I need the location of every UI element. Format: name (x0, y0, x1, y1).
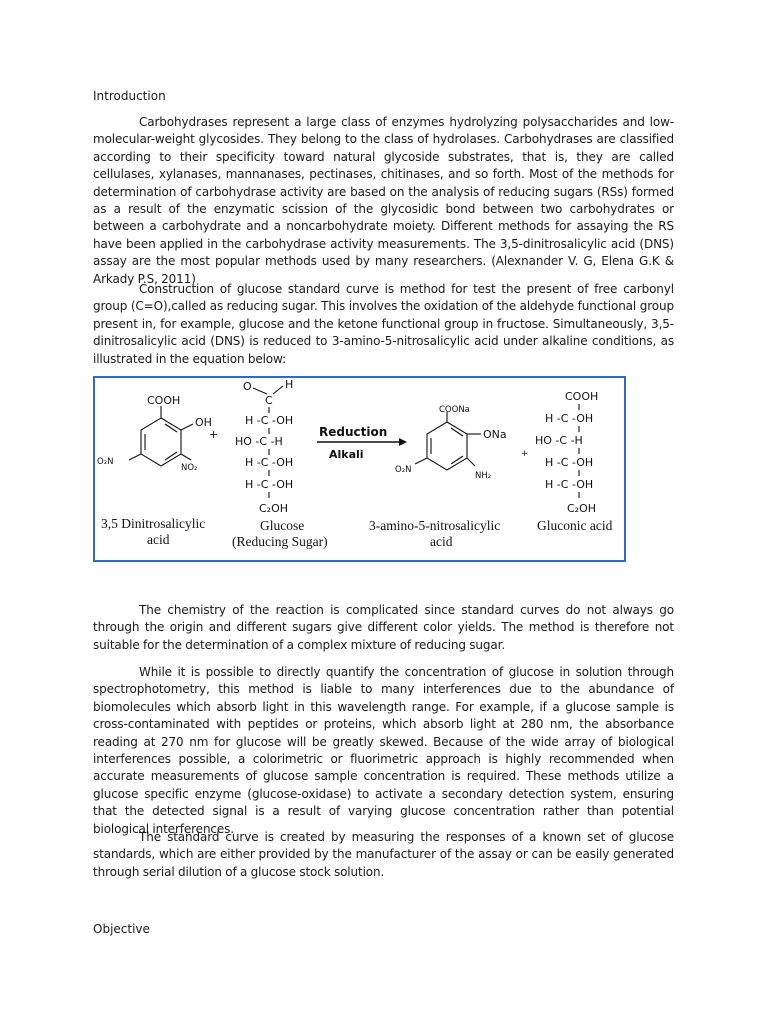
gluconic-acid-structure (535, 390, 613, 533)
dns-oh-label: OH (195, 416, 212, 429)
paragraph-glucose-standard-curve: Construction of glucose standard curve is method for test the present of free carbonyl group (C=O),called as reducing sugar. This involves the oxidation of the aldehyde functional group present in, for example, glucose and the ketone functional group in fructose. Simultaneously, 3,5-dinitrosalicylic acid (DNS) is reduced to 3-amino-5-nitrosalicylic acid under alkaline conditions, as illustrated in the equation below: (93, 282, 674, 366)
amino-caption-line2: acid (430, 534, 453, 549)
glucose-caption-line1: Glucose (260, 518, 305, 533)
paragraph-reaction-chemistry: The chemistry of the reaction is complicated since standard curves do not always go through the origin and different sugars give different color yields. The method is therefore not suitable for the determination of a complex mixture of reducing sugar. (93, 603, 674, 652)
amino-coona-label: COONa (439, 405, 470, 415)
plus-sign-2: + (521, 449, 529, 459)
dns-no2-label: NO₂ (181, 463, 198, 473)
dns-cooh-label: COOH (147, 394, 181, 407)
alkali-label: Alkali (329, 448, 364, 461)
reaction-arrow (317, 425, 407, 461)
plus-sign-1: + (209, 428, 219, 441)
amino-nh2-label: NH₂ (475, 471, 492, 481)
introduction-heading: Introduction (93, 89, 166, 103)
dns-caption-line2: acid (147, 532, 170, 547)
gluconic-row-2: HO -C -H (535, 434, 583, 447)
paragraph-standard-curve: The standard curve is created by measuring the responses of a known set of glucose standards, which are either provided by the manufacturer of the assay or can be easily generated through serial dilution of a glucose stock solution. (93, 830, 674, 879)
paragraph-spectrophotometry: While it is possible to directly quantify the concentration of glucose in solution through spectrophotometry, this method is liable to many interferences due to the abundance of biomolecules which absorb light in this wavelength range. For example, if a glucose sample is cross-contaminated with peptides or proteins, which absorb light at 280 nm, the absorbance reading at 270 nm for glucose will be greatly skewed. Because of the wide array of biological interferences possible, a colorimetric or fluorimetric approach is highly recommended when accurate measurements of glucose sample concentration is required. These methods utilize a glucose specific enzyme (glucose-oxidase) to activate a secondary detection system, ensuring that the detected signal is a result of varying glucose concentration rather than potential biological interferences. (93, 665, 674, 836)
reaction-equation-diagram (95, 378, 624, 560)
gluconic-row-4: H -C -OH (545, 478, 594, 491)
glucose-o-label: O (243, 380, 252, 393)
gluconic-row-5: C₂OH (567, 502, 597, 515)
glucose-row-2: HO -C -H (235, 435, 283, 448)
glucose-row-3: H -C -OH (245, 456, 294, 469)
paragraph-carbohydrases: Carbohydrases represent a large class of enzymes hydrolyzing polysaccharides and low-molecular-weight glycosides. They belong to the class of hydrolases. Carbohydrases are classified according to their specificity toward natural glycoside substrates, that is, they are called cellulases, xylanases, mannanases, pectinases, chitinases, and so forth. Most of the methods for determination of carbohydrase activity are based on the analysis of reducing sugars (RSs) formed as a result of the enzymatic scission of the glycosidic bond between two carbohydrates or between a carbohydrate and a noncarbohydrate moiety. Different methods for assaying the RS have been applied in the carbohydrase activity measurements. The 3,5-dinitrosalicylic acid (DNS) assay are the most popular methods used by many researchers. (Alexnander V. G, Elena G.K & Arkady P.S, 2011) (93, 115, 674, 286)
glucose-h-label: H (285, 378, 294, 391)
reduction-label: Reduction (319, 425, 388, 439)
dns-reaction-figure (93, 376, 626, 562)
gluconic-cooh-label: COOH (565, 390, 599, 403)
dns-structure (97, 394, 212, 547)
amino-nitrosalicylic-structure (369, 405, 507, 549)
gluconic-caption: Gluconic acid (537, 518, 613, 533)
objective-heading: Objective (93, 922, 150, 936)
glucose-row-1: H -C -OH (245, 414, 294, 427)
glucose-row-4: H -C -OH (245, 478, 294, 491)
glucose-row-5: C₂OH (259, 502, 289, 515)
dns-o2n-label: O₂N (97, 457, 114, 467)
gluconic-row-1: H -C -OH (545, 412, 594, 425)
amino-ona-label: ONa (483, 428, 507, 441)
amino-caption-line1: 3-amino-5-nitrosalicylic (369, 518, 501, 533)
dns-caption-line1: 3,5 Dinitrosalicylic (101, 516, 206, 531)
glucose-caption-line2: (Reducing Sugar) (232, 534, 328, 549)
amino-o2n-label: O₂N (395, 465, 412, 475)
glucose-structure (232, 378, 328, 549)
gluconic-row-3: H -C -OH (545, 456, 594, 469)
glucose-c1-label: C (265, 394, 273, 407)
